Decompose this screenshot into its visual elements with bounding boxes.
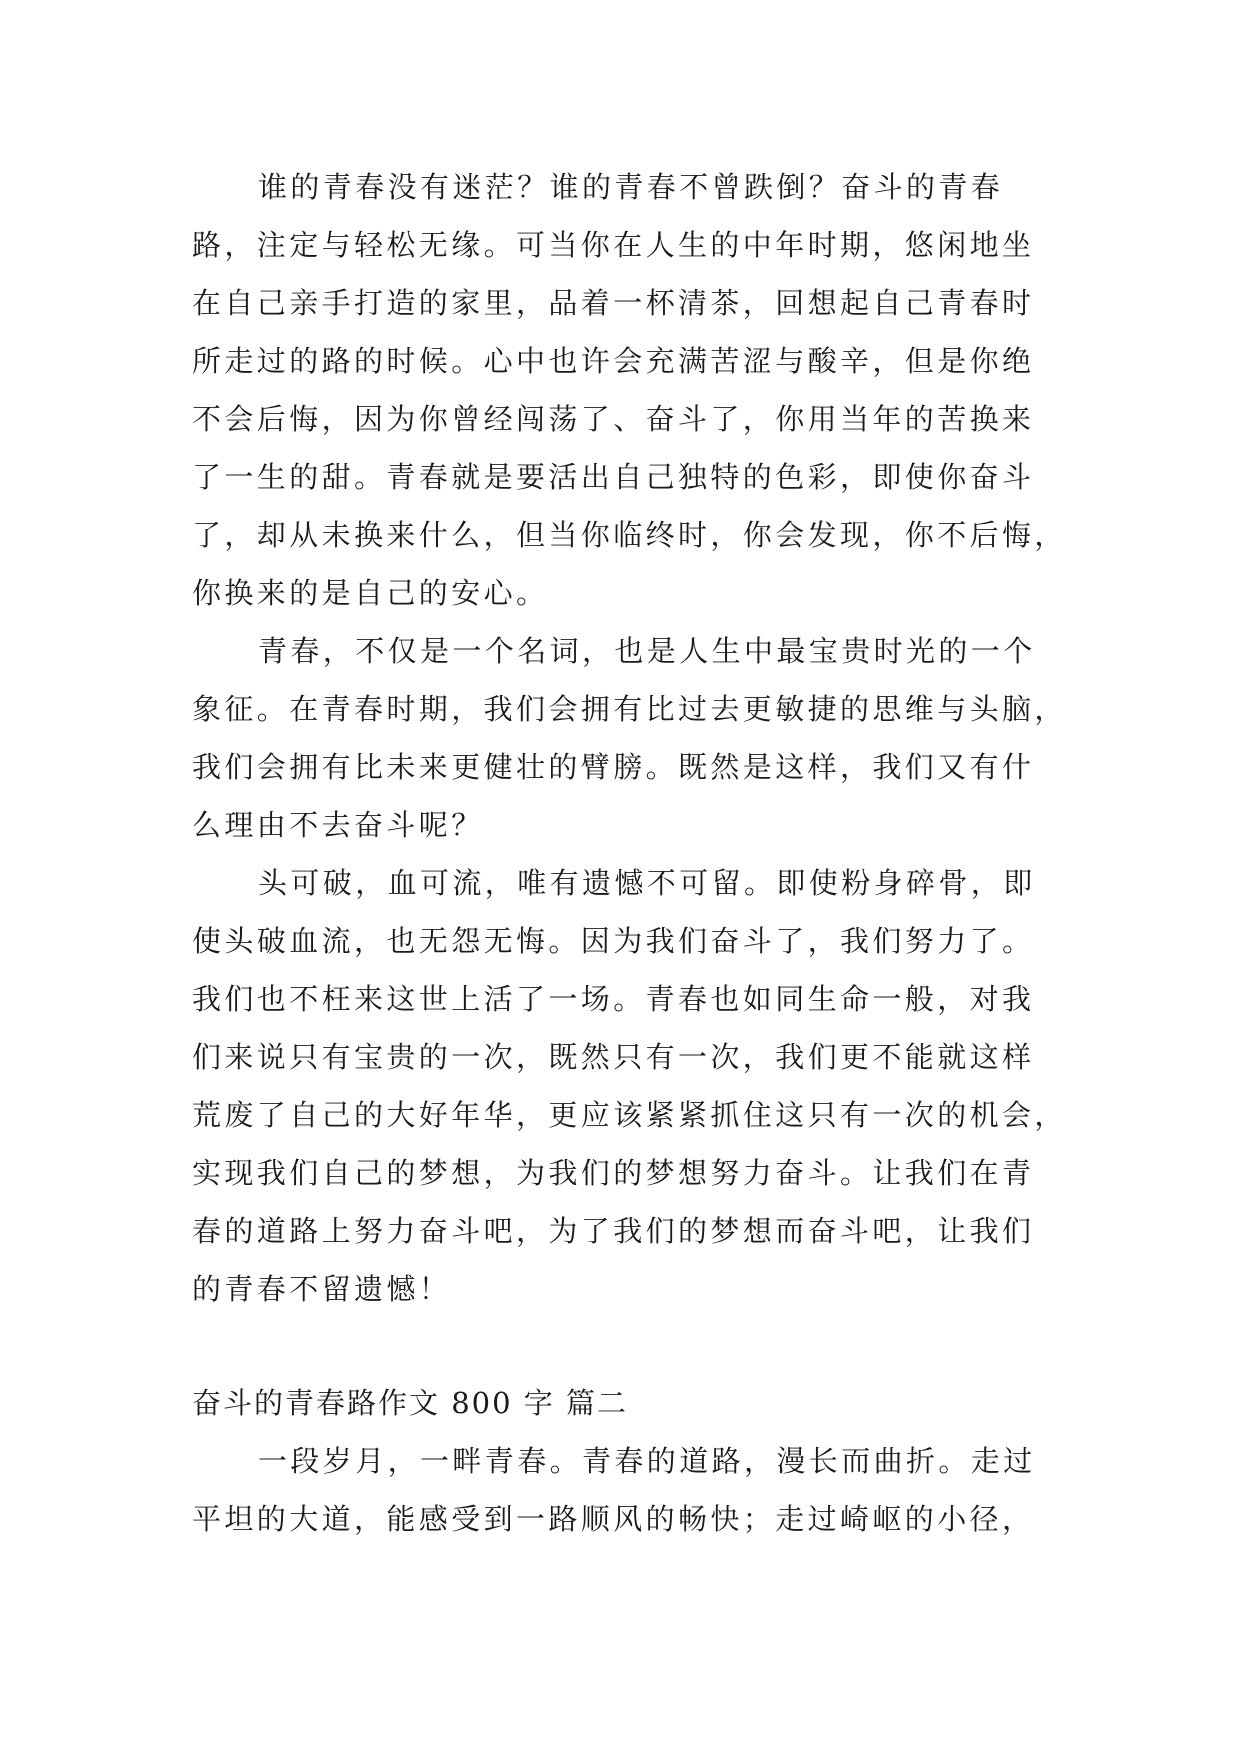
text-line: 不会后悔，因为你曾经闯荡了、奋斗了，你用当年的苦换来 xyxy=(192,402,1035,436)
text-line: 我们会拥有比未来更健壮的臂膀。既然是这样，我们又有什 xyxy=(192,750,1035,784)
text-line: 荒废了自己的大好年华，更应该紧紧抓住这只有一次的机会， xyxy=(192,1098,1067,1132)
paragraph xyxy=(192,854,1067,1318)
text-line: 了一生的甜。青春就是要活出自己独特的色彩，即使你奋斗 xyxy=(192,460,1035,494)
text-line: 们来说只有宝贵的一次，既然只有一次，我们更不能就这样 xyxy=(192,1040,1035,1074)
text-line: 你换来的是自己的安心。 xyxy=(192,576,549,610)
text-line: 我们也不枉来这世上活了一场。青春也如同生命一般，对我 xyxy=(192,982,1035,1016)
paragraph xyxy=(192,158,1067,622)
text-line: 象征。在青春时期，我们会拥有比过去更敏捷的思维与头脑， xyxy=(192,692,1067,726)
text-line: 头可破，血可流，唯有遗憾不可留。即使粉身碎骨，即 xyxy=(258,866,1036,900)
text-line: 使头破血流，也无怨无悔。因为我们奋斗了，我们努力了。 xyxy=(192,924,1035,958)
text-line: 青春，不仅是一个名词，也是人生中最宝贵时光的一个 xyxy=(258,634,1036,668)
text-line: 路，注定与轻松无缘。可当你在人生的中年时期，悠闲地坐 xyxy=(192,228,1035,262)
text-line: 的青春不留遗憾！ xyxy=(192,1272,452,1306)
text-line: 在自己亲手打造的家里，品着一杯清茶，回想起自己青春时 xyxy=(192,286,1035,320)
text-line: 春的道路上努力奋斗吧，为了我们的梦想而奋斗吧，让我们 xyxy=(192,1214,1035,1248)
document-body xyxy=(192,158,1067,1548)
text-line: 么理由不去奋斗呢？ xyxy=(192,808,484,842)
paragraph xyxy=(192,622,1067,854)
text-line: 平坦的大道，能感受到一路顺风的畅快；走过崎岖的小径， xyxy=(192,1502,1035,1536)
paragraph xyxy=(192,1432,1062,1548)
text-line: 所走过的路的时候。心中也许会充满苦涩与酸辛，但是你绝 xyxy=(192,344,1035,378)
text-line: 实现我们自己的梦想，为我们的梦想努力奋斗。让我们在青 xyxy=(192,1156,1035,1190)
text-line: 谁的青春没有迷茫？谁的青春不曾跌倒？奋斗的青春 xyxy=(258,170,1004,204)
section-heading: 奋斗的青春路作文 800 字 篇二 xyxy=(192,1386,629,1420)
text-line: 了，却从未换来什么，但当你临终时，你会发现，你不后悔， xyxy=(192,518,1067,552)
text-line: 一段岁月，一畔青春。青春的道路，漫长而曲折。走过 xyxy=(258,1444,1036,1478)
